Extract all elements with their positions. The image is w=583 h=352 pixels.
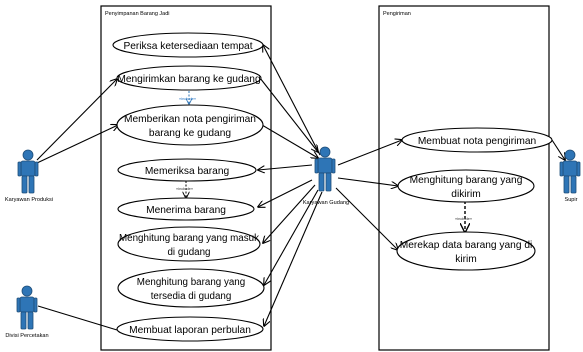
- actor-karyawan-produksi[interactable]: [5, 150, 53, 203]
- assoc-gudang-laporan: [264, 192, 322, 326]
- use-case-nota-pengiriman[interactable]: [402, 128, 552, 152]
- actor-label-percetakan: Divisi Percetakan: [5, 333, 49, 339]
- use-case-memberikan-nota[interactable]: [117, 105, 263, 145]
- actor-supir[interactable]: [560, 150, 580, 203]
- use-case-memeriksa-barang[interactable]: [118, 159, 256, 181]
- svg-text:Merekap data barang yang di: Merekap data barang yang di: [399, 240, 533, 251]
- assoc-percetakan-laporan: [38, 306, 117, 330]
- include-label-3: «include»: [455, 216, 473, 221]
- actor-label-produksi: Karyawan Produksi: [4, 197, 54, 203]
- actor-label-supir: Supir: [564, 197, 578, 203]
- svg-text:tersedia di gudang: tersedia di gudang: [150, 291, 232, 302]
- svg-text:dikirim: dikirim: [451, 189, 481, 200]
- include-label-1: «include»: [179, 96, 197, 101]
- system-title-pengiriman: Pengiriman: [383, 11, 411, 17]
- svg-text:Menghitung barang yang masuk: Menghitung barang yang masuk: [119, 233, 259, 244]
- include-mengirimkan-nota: [179, 91, 197, 104]
- svg-text:Menerima barang: Menerima barang: [146, 205, 226, 216]
- svg-text:barang ke gudang: barang ke gudang: [148, 128, 232, 139]
- include-memeriksa-menerima: [176, 181, 194, 198]
- assoc-produksi-mengirimkan: [37, 79, 117, 160]
- use-case-mengirimkan-barang[interactable]: [117, 66, 261, 90]
- svg-text:Menghitung barang yang: Menghitung barang yang: [409, 175, 523, 186]
- svg-text:Membuat laporan perbulan: Membuat laporan perbulan: [129, 325, 251, 336]
- svg-text:Membuat nota pengiriman: Membuat nota pengiriman: [417, 136, 537, 147]
- assoc-gudang-rekap: [336, 188, 398, 250]
- use-case-menghitung-masuk[interactable]: [118, 227, 260, 261]
- assoc-produksi-nota: [37, 125, 118, 163]
- svg-text:Periksa ketersediaan tempat: Periksa ketersediaan tempat: [123, 41, 253, 52]
- svg-text:Memberikan nota pengiriman: Memberikan nota pengiriman: [124, 114, 256, 125]
- svg-text:kirim: kirim: [455, 254, 477, 265]
- svg-text:Memeriksa barang: Memeriksa barang: [144, 166, 230, 177]
- stick-figure-icon: [17, 286, 37, 329]
- assoc-gudang-nota-kirim: [338, 140, 402, 165]
- assoc-gudang-hitung-kirim: [338, 178, 398, 186]
- system-title-penyimpanan: Penyimpanan Barang Jadi: [105, 11, 170, 17]
- include-hitung-kirim-rekap: [455, 201, 473, 232]
- include-label-2: «include»: [176, 186, 194, 191]
- use-case-laporan-perbulan[interactable]: [117, 317, 263, 341]
- use-case-menerima-barang[interactable]: [118, 198, 254, 220]
- use-case-merekap-data[interactable]: [397, 232, 535, 270]
- use-case-menghitung-dikirim[interactable]: [398, 170, 534, 202]
- svg-text:Mengirimkan barang ke gudang: Mengirimkan barang ke gudang: [117, 74, 261, 85]
- use-case-periksa-ketersediaan[interactable]: [113, 33, 263, 57]
- svg-text:di gudang: di gudang: [167, 247, 211, 258]
- use-case-menghitung-tersedia[interactable]: [118, 269, 264, 307]
- assoc-nota-kirim-supir: [552, 140, 565, 160]
- assoc-gudang-memeriksa: [258, 165, 312, 170]
- actor-divisi-percetakan[interactable]: [5, 286, 48, 339]
- svg-text:Menghitung barang yang: Menghitung barang yang: [136, 277, 246, 288]
- stick-figure-icon: [315, 147, 335, 191]
- actor-label-gudang: Karyawan Gudang: [302, 200, 350, 206]
- stick-figure-icon: [18, 150, 38, 193]
- actor-karyawan-gudang[interactable]: [303, 147, 349, 206]
